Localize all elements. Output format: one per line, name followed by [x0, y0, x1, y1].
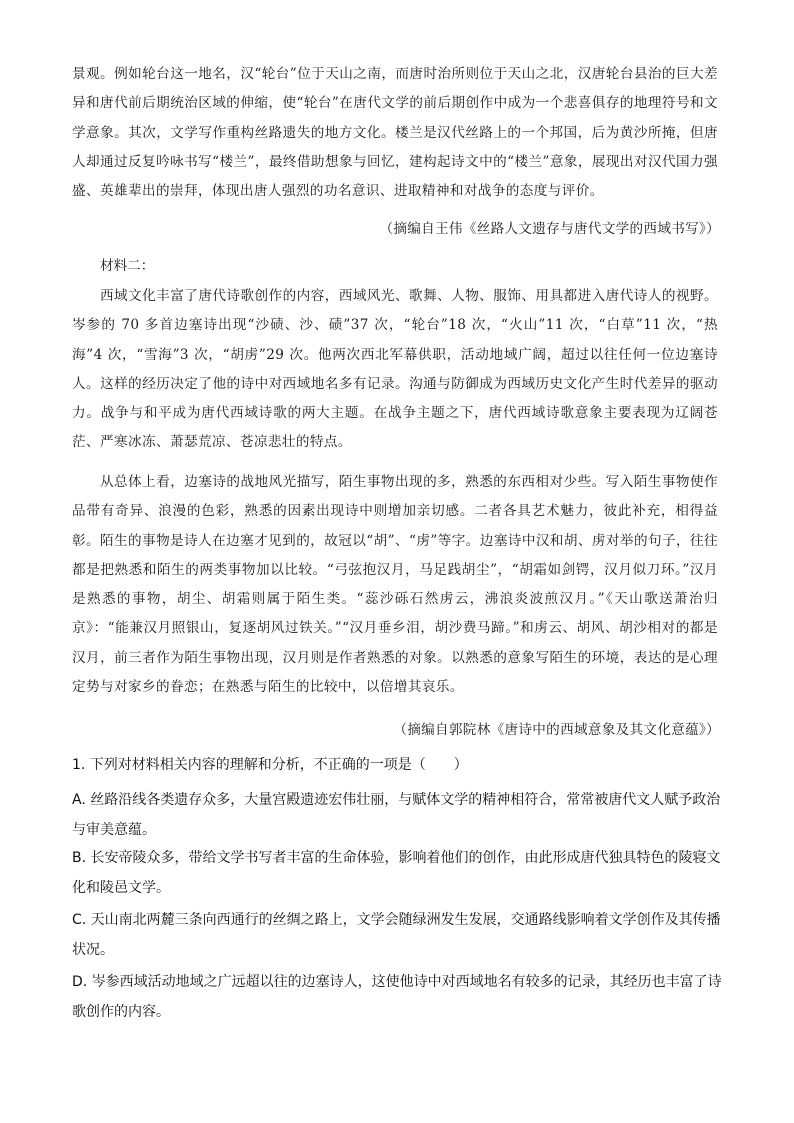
material1-source: （摘编自王伟《丝路人文遗存与唐代文学的西域书写》） [379, 221, 720, 237]
material2-paragraph-2: 从总体上看，边塞诗的战地风光描写，陌生事物出现的多，熟悉的东西相对少些。写入陌生事物使作品带有奇异、浪漫的色彩，熟悉的因素出现诗中则增加亲切感。二者各具艺术魅力，彼此补充，相得益彰。陌生的事物是诗人在边塞才见到的，故冠以“胡”、“虏”等字。边塞诗中汉和胡、虏对举的句子，往往都是把熟悉和陌生的两类事物加以比较。“弓弦抱汉月，马足践胡尘”，“胡霜如剑锷，汉月似刀环。”汉月是熟悉的事物，胡尘、胡霜则属于陌生类。“蕊沙砾石然虏云，沸浪炎波煎汉月。”《天山歌送萧治归京》：“能兼汉月照银山，复逐胡风过铁关。”“汉月垂乡泪，胡沙费马蹄。”和虏云、胡风、胡沙相对的都是汉月，前三者作为陌生事物出现，汉月则是作者熟悉的对象。以熟悉的意象写陌生的环境，表达的是心理定势与对家乡的眷恋；在熟悉与陌生的比较中，以倍增其哀乐。 [72, 474, 718, 696]
material2-label: 材料二： [100, 258, 155, 274]
option-d: D. 岑参西域活动地域之广远超以往的边塞诗人，这使他诗中对西域地名有较多的记录，其经历也丰富了诗歌创作的内容。 [72, 974, 722, 1020]
option-c: C. 天山南北两麓三条向西通行的丝绸之路上，文学会随绿洲发生发展，交通路线影响着文学创作及其传播状况。 [72, 912, 721, 958]
material2-paragraph-1: 西域文化丰富了唐代诗歌创作的内容，西域风光、歌舞、人物、服饰、用具都进入唐代诗人的视野。岑参的 70 多首边塞诗出现“沙碛、沙、碛”37 次，“轮台”18 次，“火山”11 次，“白草”11 次，“热海”4 次，“雪海”3 次，“胡虏”29 次。他两次西北军幕供职，活动地域广阔，超过以往任何一位边塞诗人。这样的经历决定了他的诗中对西域地名多有记录。沟通与防御成为西域历史文化产生时代差异的驱动力。战争与和平成为唐代西域诗歌的两大主题。在战争主题之下，唐代西域诗歌意象主要表现为辽阔苍茫、严寒冰冻、萧瑟荒凉、苍凉悲壮的特点。 [72, 288, 718, 451]
question-stem: 1. 下列对材料相关内容的理解和分析，不正确的一项是（ ） [72, 757, 468, 773]
option-a: A. 丝路沿线各类遗存众多，大量宫殿遗迹宏伟壮丽，与赋体文学的精神相符合，常常被唐代文人赋予政治与审美意蕴。 [72, 792, 721, 838]
material1-paragraph: 景观。例如轮台这一地名，汉“轮台”位于天山之南，而唐时治所则位于天山之北，汉唐轮台县治的巨大差异和唐代前后期统治区域的伸缩，使“轮台”在唐代文学的前后期创作中成为一个悲喜俱存的地理符号和文学意象。其次，文学写作重构丝路遗失的地方文化。楼兰是汉代丝路上的一个邦国，后为黄沙所掩，但唐人却通过反复吟咏书写“楼兰”，最终借助想象与回忆，建构起诗文中的“楼兰”意象，展现出对汉代国力强盛、英雄辈出的崇拜，体现出唐人强烈的功名意识、进取精神和对战争的态度与评价。 [72, 66, 718, 200]
option-b: B. 长安帝陵众多，带给文学书写者丰富的生命体验，影响着他们的创作，由此形成唐代独具特色的陵寝文化和陵邑文学。 [72, 850, 721, 896]
material2-source: （摘编自郭院林《唐诗中的西域意象及其文化意蕴》） [393, 722, 720, 738]
